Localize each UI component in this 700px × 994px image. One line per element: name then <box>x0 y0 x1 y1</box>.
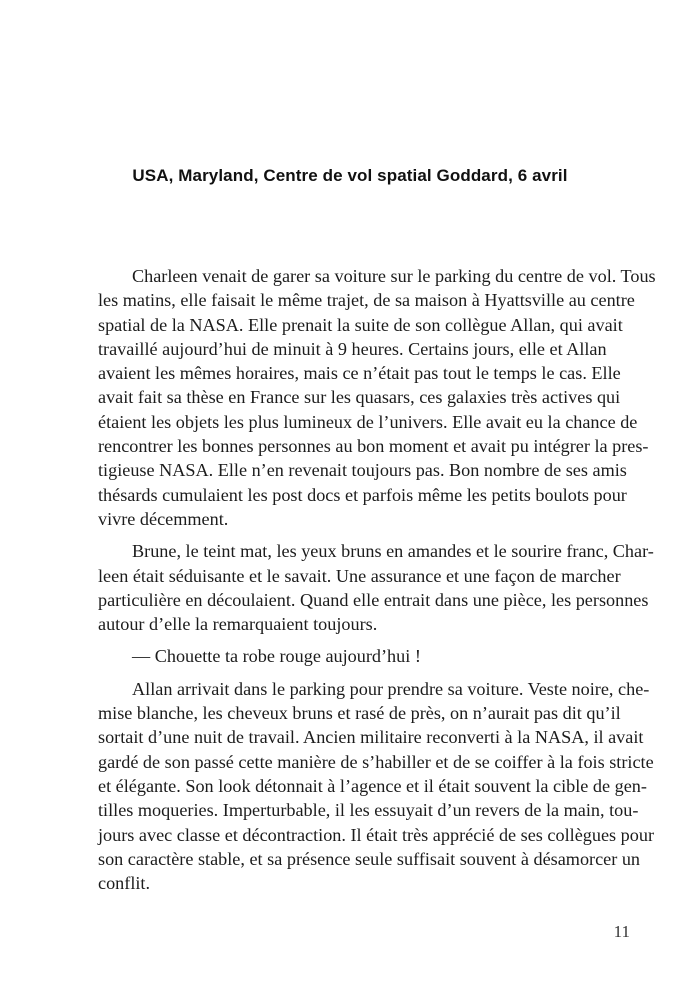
text-line: leen était séduisante et le savait. Une assurance et une façon de marcher <box>98 565 621 586</box>
paragraph <box>98 264 656 531</box>
text-line: étaient les objets les plus lumineux de l’univers. Elle avait eu la chance de <box>98 411 638 432</box>
text-line: les matins, elle faisait le même trajet, de sa maison à Hyattsville au centre <box>98 290 635 311</box>
text-line: son caractère stable, et sa présence seule suffisait souvent à désamorcer un <box>98 848 641 869</box>
paragraph <box>98 677 654 896</box>
text-line: particulière en découlaient. Quand elle entrait dans une pièce, les personnes <box>98 589 649 610</box>
chapter-heading: USA, Maryland, Centre de vol spatial Goddard, 6 avril <box>132 166 568 185</box>
text-line: rencontrer les bonnes personnes au bon moment et avait pu intégrer la pres- <box>98 436 649 457</box>
text-line: gardé de son passé cette manière de s’habiller et de se coiffer à la fois stricte <box>98 751 654 772</box>
text-line: tilles moqueries. Imperturbable, il les essuyait d’un revers de la main, tou- <box>98 800 639 821</box>
text-line: vivre décemment. <box>98 508 229 529</box>
dialogue-paragraph <box>98 644 598 668</box>
paragraph-spacing <box>98 531 598 539</box>
paragraph <box>98 539 654 636</box>
dialogue-line: — Chouette ta robe rouge aujourd’hui ! <box>132 646 421 667</box>
text-line: sortait d’une nuit de travail. Ancien militaire reconverti à la NASA, il avait <box>98 727 644 748</box>
text-line: spatial de la NASA. Elle prenait la suite de son collègue Allan, qui avait <box>98 314 623 335</box>
text-line: jours avec classe et décontraction. Il était très apprécié de ses collègues pour <box>98 824 654 845</box>
text-line: et élégante. Son look détonnait à l’agence et il était souvent la cible de gen- <box>98 775 647 796</box>
text-line: avait fait sa thèse en France sur les quasars, ces galaxies très actives qui <box>98 387 621 408</box>
paragraph-spacing <box>98 636 598 644</box>
text-line: Charleen venait de garer sa voiture sur le parking du centre de vol. Tous <box>132 266 656 286</box>
text-line: autour d’elle la remarquaient toujours. <box>98 614 378 635</box>
text-line: Brune, le teint mat, les yeux bruns en amandes et le sourire franc, Char- <box>132 541 654 562</box>
paragraph-spacing <box>98 669 598 677</box>
text-line: travaillé aujourd’hui de minuit à 9 heures. Certains jours, elle et Allan <box>98 338 607 359</box>
text-line: thésards cumulaient les post docs et parfois même les petits boulots pour <box>98 484 627 505</box>
text-line: conflit. <box>98 873 151 894</box>
body-text <box>98 264 656 895</box>
text-line: avaient les mêmes horaires, mais ce n’était pas tout le temps le cas. Elle <box>98 363 621 384</box>
page-number: 11 <box>613 922 630 941</box>
text-line: Allan arrivait dans le parking pour prendre sa voiture. Veste noire, che- <box>132 678 650 699</box>
text-line: tigieuse NASA. Elle n’en revenait toujours pas. Bon nombre de ses amis <box>98 460 627 481</box>
text-line: mise blanche, les cheveux bruns et rasé de près, on n’aurait pas dit qu’il <box>98 703 621 724</box>
